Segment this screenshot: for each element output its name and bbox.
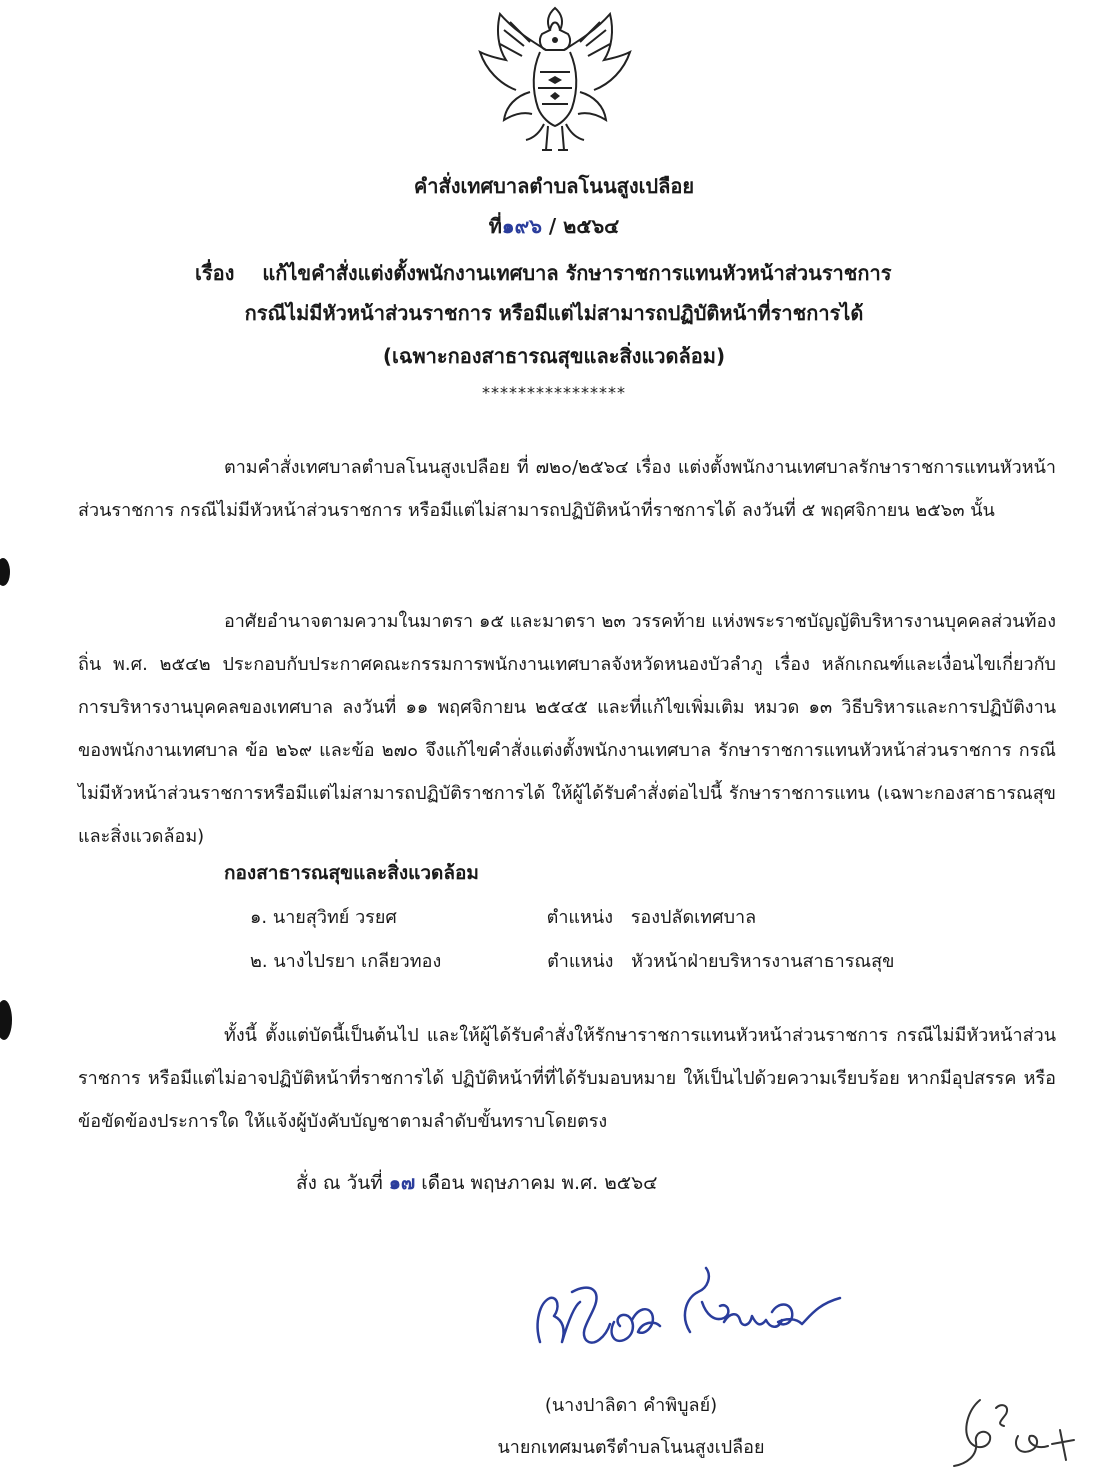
paragraph-reference: [78, 446, 1056, 532]
paragraph-authority-text: อาศัยอำนาจตามความในมาตรา ๑๕ และมาตรา ๒๓ วรรคท้าย แห่งพระราชบัญญัติบริหารงานบุคคลส่วนท้องถิ่น พ.ศ. ๒๕๔๒ ประกอบกับประกาศคณะกรรมการพนักงานเทศบาลจังหวัดหนองบัวลำภู เรื่อง หลักเกณฑ์และเงื่อนไขเกี่ยวกับการบริหารงานบุคคลของเทศบาล ลงวันที่ ๑๑ พฤศจิกายน ๒๕๔๕ และที่แก้ไขเพิ่มเติม หมวด ๑๓ วิธีบริหารและการปฏิบัติงานของพนักงานเทศบาล ข้อ ๒๖๙ และข้อ ๒๗๐ จึงแก้ไขคำสั่งแต่งตั้งพนักงานเทศบาล รักษาราชการแทนหัวหน้าส่วนราชการ กรณี ไม่มีหัวหน้าส่วนราชการหรือมีแต่ไม่สามารถปฏิบัติราชการได้ ให้ผู้ได้รับคำสั่งต่อไปนี้ รักษาราชการแทน (เฉพาะกองสาธารณสุขและสิ่งแวดล้อม): [78, 611, 1056, 847]
order-number-prefix: ที่: [488, 214, 502, 238]
staff-position: รองปลัดเทศบาล: [630, 907, 757, 928]
garuda-emblem-icon: [470, 0, 640, 162]
staff-number: ๒.: [250, 951, 268, 972]
order-number: [0, 210, 1108, 242]
subject-line-1: [195, 257, 891, 289]
staff-row: [250, 902, 756, 931]
section-heading: กองสาธารณสุขและสิ่งแวดล้อม: [224, 862, 479, 884]
separator: ****************: [482, 383, 626, 402]
subject-line-2: กรณีไม่มีหัวหน้าส่วนราชการ หรือมีแต่ไม่สามารถปฏิบัติหน้าที่ราชการได้: [244, 301, 864, 325]
paragraph-reference-text: ตามคำสั่งเทศบาลตำบลโนนสูงเปลือย ที่ ๗๒๐/๒๕๖๔ เรื่อง แต่งตั้งพนักงานเทศบาลรักษาราชการแทนหัวหน้าส่วนราชการ กรณีไม่มีหัวหน้าส่วนราชการ หรือมีแต่ไม่สามารถปฏิบัติหน้าที่ราชการได้ ลงวันที่ ๕ พฤศจิกายน ๒๕๖๓ นั้น: [78, 457, 1056, 521]
signature-icon: [510, 1262, 870, 1382]
order-number-handwritten: ๑๙๖: [501, 214, 542, 238]
subject-text-1: แก้ไขคำสั่งแต่งตั้งพนักงานเทศบาล รักษาราชการแทนหัวหน้าส่วนราชการ: [262, 261, 892, 285]
signer-title: นายกเทศมนตรีตำบลโนนสูงเปลือย: [497, 1437, 765, 1458]
scan-mark: [0, 558, 10, 586]
date-prefix: สั่ง ณ วันที่: [296, 1172, 389, 1194]
subject-line-3: (เฉพาะกองสาธารณสุขและสิ่งแวดล้อม): [382, 344, 726, 368]
order-title: คำสั่งเทศบาลตำบลโนนสูงเปลือย: [413, 174, 695, 198]
paragraph-effective: [78, 1014, 1056, 1143]
staff-name: นางไปรยา เกลียวทอง: [273, 951, 442, 972]
paragraph-authority: [78, 600, 1056, 858]
date-month: เดือน พฤษภาคม พ.ศ.: [415, 1172, 605, 1194]
staff-position-label: ตำแหน่ง: [547, 951, 614, 972]
handwritten-initials-icon: [940, 1380, 1108, 1476]
signer-name: (นางปาลิดา คำพิบูลย์): [544, 1395, 718, 1416]
staff-number: ๑.: [250, 907, 268, 928]
staff-position-label: ตำแหน่ง: [546, 907, 613, 928]
staff-position: หัวหน้าฝ่ายบริหารงานสาธารณสุข: [631, 951, 895, 972]
paragraph-effective-text: ทั้งนี้ ตั้งแต่บัดนี้เป็นต้นไป และให้ผู้ได้รับคำสั่งให้รักษาราชการแทนหัวหน้าส่วนราชการ กรณีไม่มีหัวหน้าส่วนราชการ หรือมีแต่ไม่อาจปฏิบัติหน้าที่ราชการได้ ปฏิบัติหน้าที่ที่ได้รับมอบหมาย ให้เป็นไปด้วยความเรียบร้อย หากมีอุปสรรค หรือข้อขัดข้องประการใด ให้แจ้งผู้บังคับบัญชาตามลำดับขั้นทราบโดยตรง: [78, 1025, 1056, 1132]
order-date: [296, 1168, 658, 1198]
order-number-year: / ๒๕๖๔: [541, 214, 620, 238]
staff-row: [250, 946, 894, 975]
staff-name: นายสุวิทย์ วรยศ: [272, 907, 397, 928]
date-year: ๒๕๖๔: [604, 1172, 658, 1194]
date-day-handwritten: ๑๗: [388, 1172, 416, 1194]
scan-mark: [0, 1000, 12, 1040]
subject-label: เรื่อง: [195, 261, 235, 285]
